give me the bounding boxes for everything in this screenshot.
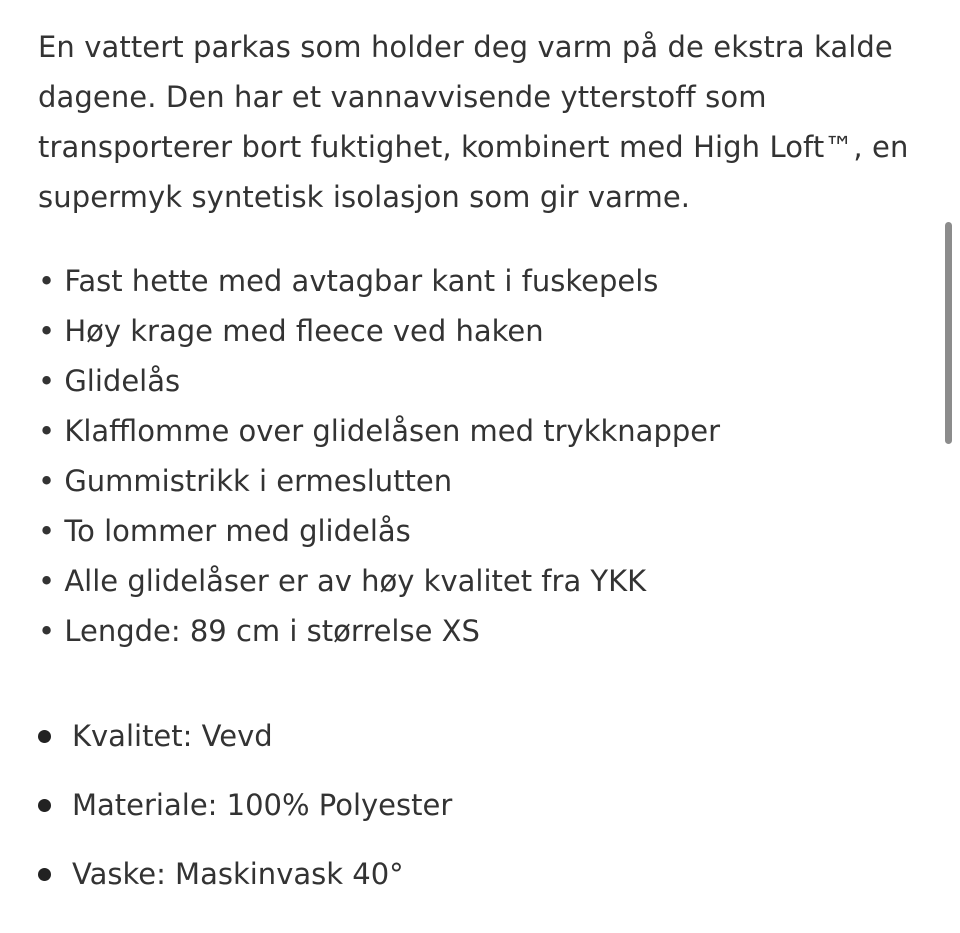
spec-item-washing [38, 851, 928, 920]
spec-item-quality [38, 713, 928, 782]
feature-list [38, 256, 928, 656]
feature-item: • To lommer med glidelås [38, 514, 411, 548]
feature-item: • Glidelås [38, 364, 181, 398]
feature-item: • Lengde: 89 cm i størrelse XS [38, 614, 480, 648]
bullet-icon [38, 730, 51, 743]
feature-item: • Alle glidelåser er av høy kvalitet fra YKK [38, 564, 647, 598]
feature-item: • Gummistrikk i ermeslutten [38, 464, 453, 498]
intro-paragraph: En vattert parkas som holder deg varm på de ekstra kalde dagene. Den har et vannavvisende ytterstoff som transporterer bort fuktighet, kombinert med High Loft™, en supermyk syntetisk isolasjon som gir varme. [38, 30, 909, 214]
spec-text: Materiale: 100% Polyester [72, 788, 453, 822]
feature-item: • Klafflomme over glidelåsen med trykknapper [38, 414, 721, 448]
spec-item-material [38, 782, 928, 851]
spec-text: Vaske: Maskinvask 40° [72, 857, 404, 891]
description-content [38, 22, 928, 920]
spec-text: Kvalitet: Vevd [72, 719, 273, 753]
bullet-icon [38, 868, 51, 881]
feature-item: • Høy krage med fleece ved haken [38, 314, 544, 348]
bullet-icon [38, 799, 51, 812]
feature-item: • Fast hette med avtagbar kant i fuskepels [38, 264, 659, 298]
spec-list [38, 713, 928, 920]
vertical-scrollbar[interactable] [945, 222, 952, 444]
